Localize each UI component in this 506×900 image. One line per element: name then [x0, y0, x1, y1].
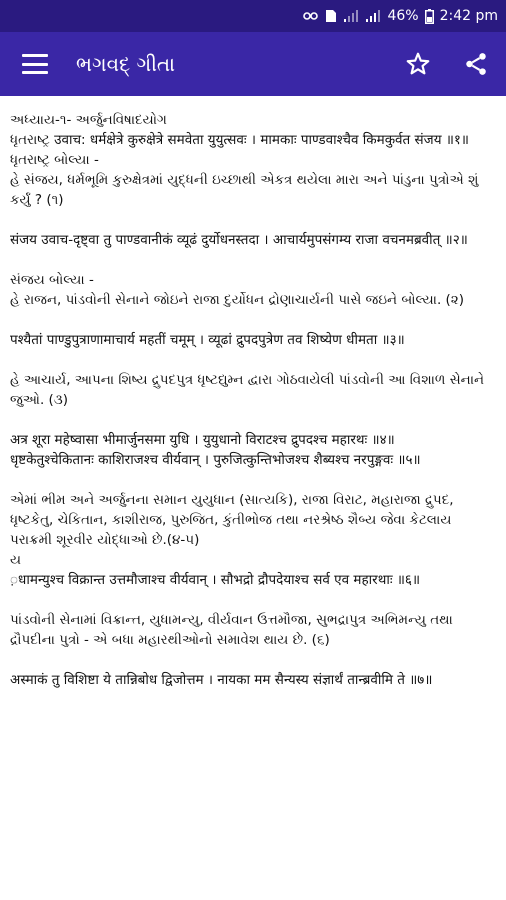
vpn-key-icon — [303, 9, 319, 23]
sim-card-icon — [325, 9, 337, 23]
verse-paragraph: સંજય બોલ્યા - હે રાજન, પાંડવોની સેનાને જોઇને રાજા દુર્યોધન દ્રોણાચાર્યની પાસે જઇને બોલ્યા. (૨) — [10, 272, 464, 308]
page-title: ભગવદ્ ગીતા — [76, 52, 176, 76]
menu-icon[interactable] — [22, 54, 48, 74]
verse-paragraph: पश्यैतां पाण्डुपुत्राणामाचार्य महतीं चमूम् । व्यूढां द्रुपदपुत्रेण तव शिष्येण धीमता ॥३॥ — [10, 332, 405, 348]
verse-paragraph: अस्माकं तु विशिष्टा ये तान्निबोध द्विजोत्तम । नायका मम सैन्यस्य संज्ञार्थं तान्ब्रवीमि ते ॥७॥ — [10, 672, 433, 688]
battery-icon — [425, 9, 434, 24]
signal-weak-icon — [343, 9, 359, 23]
verse-paragraph: संजय उवाच-दृष्ट्वा तु पाण्डवानीकं व्यूढं दुर्योधनस्तदा । आचार्यमुपसंगम्य राजा वचनमब्रवीत् ॥२॥ — [10, 232, 468, 248]
verse-paragraph: એમાં ભીમ અને અર્જુનના સમાન યુયુધાન (સાત્યકિ), રાજા વિરાટ, મહારાજા દ્રુપદ, ધૃષ્ટકેતુ, ચેકિતાન, કાશીરાજ, પુરુજિત, કુંતીભોજ તથા નરશ્રેષ્ઠ શૈબ્ય જેવા કેટલાય પરાક્રમી શૂરવીર યોદ્ધાઓ છે.(૪-૫) ય ़धामन्युश्च विक्रान्त उत्तमौजाश्च वीर्यवान् । सौभद्रो द्रौपदेयाश्च सर्व एव महारथाः ॥६॥ — [10, 492, 454, 588]
verse-paragraph: અધ્યાય-૧- અર્જુનવિષાદયોગ ધૃતરાષ્ટ્ર उवाच: धर्मक्षेत्रे कुरुक्षेत्रे समवेता युयुत्सवः । मामकाः पाण्डवाश्चैव किमकुर्वत संजय ॥१॥ ધૃતરાષ્ટ્ર બોલ્યા - હે સંજય, ધર્મભૂમિ કુરુક્ષેત્રમાં યુદ્ધની ઇચ્છાથી એકત્ર થયેલા મારા અને પાંડુના પુત્રોએ શું કર્યું ? (૧) — [10, 112, 479, 208]
verse-paragraph: પાંડવોની સેનામાં વિક્રાન્ત, યુધામન્યુ, વીર્યવાન ઉત્તમૌજા, સુભદ્રાપુત્ર અભિમન્યુ તથા દ્રૌપદીના પુત્રો - એ બધા મહારથીઓનો સમાવેશ થાય છે. (૬) — [10, 612, 453, 648]
battery-percent: 46% — [387, 8, 419, 24]
verse-paragraph: હે આચાર્ય, આપના શિષ્ય દ્રુપદપુત્ર ધૃષ્ટદ્યુમ્ન દ્વારા ગોઠવાયેલી પાંડવોની આ વિશાળ સેનાને જુઓ. (૩) — [10, 372, 485, 408]
signal-strong-icon — [365, 9, 381, 23]
verse-paragraph: अत्र शूरा महेष्वासा भीमार्जुनसमा युधि । युयुधानो विराटश्च द्रुपदश्च महारथः ॥४॥ धृष्टकेतुश्चेकितानः काशिराजश्च वीर्यवान् । पुरुजित्कुन्तिभोजश्च शैब्यश्च नरपुङ्गवः ॥५॥ — [10, 432, 421, 468]
status-bar — [0, 0, 506, 32]
star-icon[interactable] — [402, 48, 434, 80]
clock: 2:42 pm — [439, 8, 498, 24]
app-bar — [0, 32, 506, 96]
share-icon[interactable] — [460, 48, 492, 80]
gita-text-content[interactable] — [0, 96, 506, 900]
